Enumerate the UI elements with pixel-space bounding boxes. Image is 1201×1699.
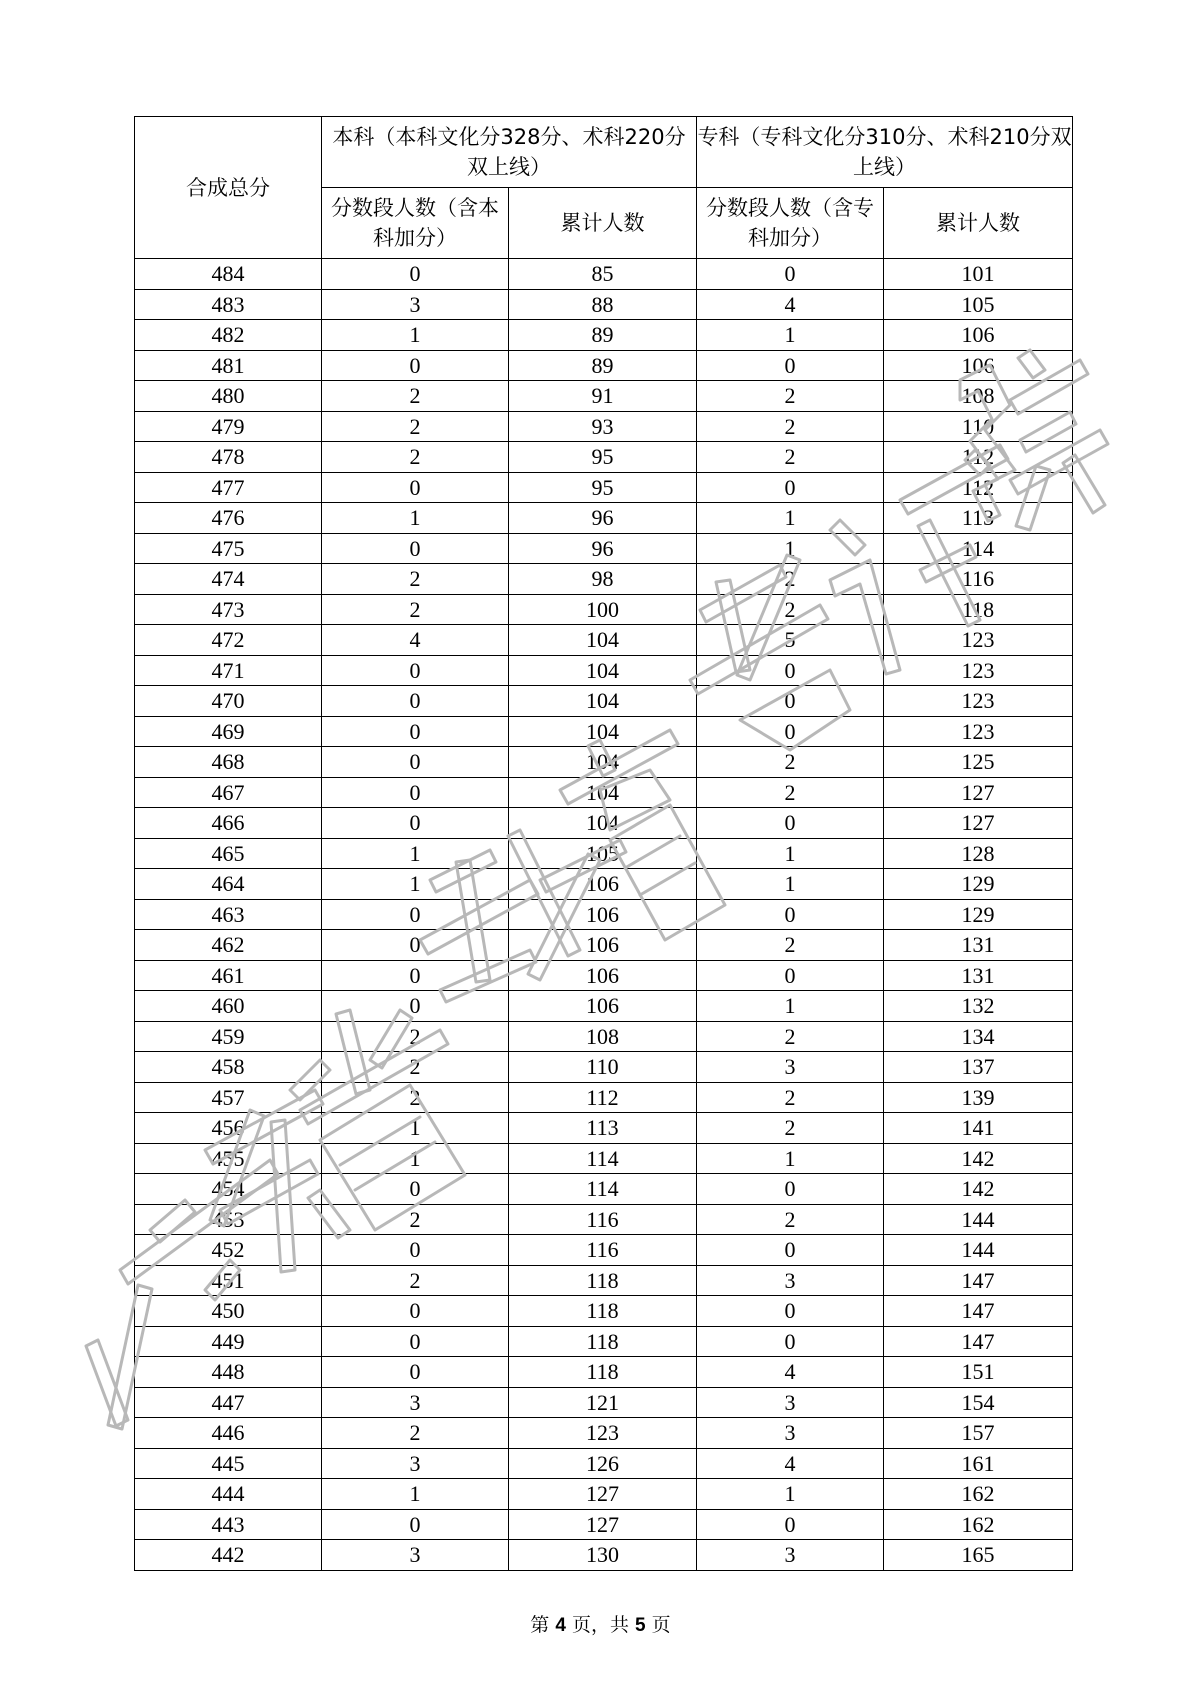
total-score-cell: 462 [135, 930, 322, 961]
benke-count-cell: 0 [322, 991, 509, 1022]
table-row [135, 564, 1073, 595]
benke-count-cell: 0 [322, 1296, 509, 1327]
zhuanke-cumulative-cell: 139 [884, 1082, 1073, 1113]
zhuanke-count-cell: 3 [697, 1418, 884, 1449]
benke-count-cell: 0 [322, 960, 509, 991]
table-row [135, 899, 1073, 930]
total-score-cell: 475 [135, 533, 322, 564]
benke-cumulative-cell: 93 [509, 411, 697, 442]
zhuanke-count-cell: 0 [697, 808, 884, 839]
benke-cumulative-cell: 106 [509, 991, 697, 1022]
benke-count-cell: 0 [322, 1174, 509, 1205]
zhuanke-count-cell: 1 [697, 320, 884, 351]
benke-cumulative-cell: 121 [509, 1387, 697, 1418]
benke-cumulative-cell: 106 [509, 930, 697, 961]
total-score-cell: 466 [135, 808, 322, 839]
zhuanke-cumulative-cell: 113 [884, 503, 1073, 534]
zhuanke-cumulative-cell: 134 [884, 1021, 1073, 1052]
table-row [135, 411, 1073, 442]
benke-cumulative-cell: 85 [509, 259, 697, 290]
table-row [135, 655, 1073, 686]
zhuanke-count-cell: 2 [697, 442, 884, 473]
zhuanke-count-cell: 2 [697, 411, 884, 442]
zhuanke-cumulative-cell: 127 [884, 777, 1073, 808]
zhuanke-cumulative-cell: 123 [884, 716, 1073, 747]
zhuanke-count-cell: 2 [697, 1113, 884, 1144]
benke-count-cell: 0 [322, 1235, 509, 1266]
total-score-cell: 480 [135, 381, 322, 412]
benke-cumulative-cell: 104 [509, 808, 697, 839]
table-row [135, 777, 1073, 808]
benke-count-cell: 0 [322, 930, 509, 961]
benke-count-cell: 0 [322, 716, 509, 747]
footer-suffix: 页 [651, 1614, 671, 1636]
zhuanke-count-cell: 4 [697, 1357, 884, 1388]
total-score-cell: 477 [135, 472, 322, 503]
zhuanke-cumulative-cell: 129 [884, 869, 1073, 900]
benke-count-cell: 1 [322, 1479, 509, 1510]
table-row [135, 1143, 1073, 1174]
header-benke-cumulative: 累计人数 [509, 188, 697, 259]
total-score-cell: 457 [135, 1082, 322, 1113]
zhuanke-count-cell: 0 [697, 655, 884, 686]
zhuanke-cumulative-cell: 144 [884, 1204, 1073, 1235]
zhuanke-cumulative-cell: 110 [884, 411, 1073, 442]
header-total-score: 合成总分 [135, 117, 322, 259]
table-row [135, 1418, 1073, 1449]
total-score-cell: 474 [135, 564, 322, 595]
table-row [135, 1448, 1073, 1479]
total-score-cell: 481 [135, 350, 322, 381]
total-score-cell: 469 [135, 716, 322, 747]
zhuanke-count-cell: 1 [697, 503, 884, 534]
footer-middle: 页，共 [571, 1614, 629, 1636]
total-score-cell: 446 [135, 1418, 322, 1449]
total-score-cell: 464 [135, 869, 322, 900]
zhuanke-cumulative-cell: 123 [884, 625, 1073, 656]
total-score-cell: 478 [135, 442, 322, 473]
benke-count-cell: 2 [322, 1021, 509, 1052]
benke-count-cell: 3 [322, 1448, 509, 1479]
benke-cumulative-cell: 104 [509, 625, 697, 656]
benke-cumulative-cell: 126 [509, 1448, 697, 1479]
zhuanke-cumulative-cell: 142 [884, 1174, 1073, 1205]
benke-count-cell: 0 [322, 747, 509, 778]
zhuanke-cumulative-cell: 118 [884, 594, 1073, 625]
zhuanke-cumulative-cell: 142 [884, 1143, 1073, 1174]
benke-cumulative-cell: 118 [509, 1265, 697, 1296]
zhuanke-count-cell: 0 [697, 899, 884, 930]
zhuanke-cumulative-cell: 131 [884, 930, 1073, 961]
total-score-cell: 479 [135, 411, 322, 442]
benke-cumulative-cell: 118 [509, 1326, 697, 1357]
table-row [135, 1265, 1073, 1296]
total-score-cell: 450 [135, 1296, 322, 1327]
zhuanke-count-cell: 3 [697, 1540, 884, 1571]
benke-count-cell: 0 [322, 1357, 509, 1388]
zhuanke-count-cell: 2 [697, 564, 884, 595]
total-score-cell: 444 [135, 1479, 322, 1510]
table-row [135, 747, 1073, 778]
zhuanke-count-cell: 2 [697, 777, 884, 808]
zhuanke-count-cell: 5 [697, 625, 884, 656]
zhuanke-count-cell: 4 [697, 1448, 884, 1479]
zhuanke-cumulative-cell: 144 [884, 1235, 1073, 1266]
zhuanke-cumulative-cell: 112 [884, 442, 1073, 473]
benke-count-cell: 4 [322, 625, 509, 656]
table-row [135, 1204, 1073, 1235]
benke-cumulative-cell: 112 [509, 1082, 697, 1113]
total-score-cell: 463 [135, 899, 322, 930]
table-row [135, 1052, 1073, 1083]
benke-count-cell: 0 [322, 259, 509, 290]
zhuanke-cumulative-cell: 123 [884, 686, 1073, 717]
benke-cumulative-cell: 118 [509, 1296, 697, 1327]
header-benke: 本科（本科文化分328分、术科220分双上线） [322, 117, 697, 188]
header-zhuanke-cumulative: 累计人数 [884, 188, 1073, 259]
benke-count-cell: 0 [322, 808, 509, 839]
total-score-cell: 452 [135, 1235, 322, 1266]
zhuanke-count-cell: 1 [697, 991, 884, 1022]
benke-cumulative-cell: 104 [509, 716, 697, 747]
benke-count-cell: 3 [322, 1387, 509, 1418]
benke-count-cell: 2 [322, 1418, 509, 1449]
table-row [135, 991, 1073, 1022]
zhuanke-count-cell: 4 [697, 289, 884, 320]
total-score-cell: 467 [135, 777, 322, 808]
table-row [135, 869, 1073, 900]
benke-cumulative-cell: 127 [509, 1479, 697, 1510]
table-row [135, 320, 1073, 351]
table-row [135, 1235, 1073, 1266]
benke-cumulative-cell: 116 [509, 1204, 697, 1235]
benke-count-cell: 0 [322, 777, 509, 808]
table-row [135, 381, 1073, 412]
table-row [135, 625, 1073, 656]
page-footer [0, 1610, 1201, 1637]
benke-cumulative-cell: 104 [509, 777, 697, 808]
zhuanke-cumulative-cell: 151 [884, 1357, 1073, 1388]
total-score-cell: 456 [135, 1113, 322, 1144]
benke-count-cell: 2 [322, 594, 509, 625]
zhuanke-cumulative-cell: 128 [884, 838, 1073, 869]
total-score-cell: 476 [135, 503, 322, 534]
total-score-cell: 455 [135, 1143, 322, 1174]
zhuanke-count-cell: 0 [697, 1326, 884, 1357]
header-benke-count: 分数段人数（含本科加分） [322, 188, 509, 259]
zhuanke-count-cell: 0 [697, 960, 884, 991]
zhuanke-cumulative-cell: 154 [884, 1387, 1073, 1418]
benke-cumulative-cell: 106 [509, 899, 697, 930]
zhuanke-count-cell: 2 [697, 1204, 884, 1235]
zhuanke-count-cell: 2 [697, 747, 884, 778]
table-row [135, 808, 1073, 839]
zhuanke-cumulative-cell: 108 [884, 381, 1073, 412]
benke-cumulative-cell: 96 [509, 533, 697, 564]
table-row [135, 1326, 1073, 1357]
zhuanke-count-cell: 3 [697, 1052, 884, 1083]
benke-count-cell: 0 [322, 686, 509, 717]
zhuanke-cumulative-cell: 162 [884, 1479, 1073, 1510]
zhuanke-count-cell: 2 [697, 1082, 884, 1113]
benke-cumulative-cell: 106 [509, 960, 697, 991]
total-score-cell: 472 [135, 625, 322, 656]
header-zhuanke: 专科（专科文化分310分、术科210分双上线） [697, 117, 1073, 188]
total-score-cell: 442 [135, 1540, 322, 1571]
total-score-cell: 470 [135, 686, 322, 717]
zhuanke-cumulative-cell: 147 [884, 1296, 1073, 1327]
total-score-cell: 453 [135, 1204, 322, 1235]
benke-cumulative-cell: 98 [509, 564, 697, 595]
zhuanke-count-cell: 0 [697, 1509, 884, 1540]
total-score-cell: 458 [135, 1052, 322, 1083]
table-row [135, 1479, 1073, 1510]
total-score-cell: 471 [135, 655, 322, 686]
benke-cumulative-cell: 89 [509, 320, 697, 351]
zhuanke-cumulative-cell: 105 [884, 289, 1073, 320]
zhuanke-count-cell: 1 [697, 1143, 884, 1174]
benke-cumulative-cell: 106 [509, 869, 697, 900]
zhuanke-cumulative-cell: 141 [884, 1113, 1073, 1144]
benke-count-cell: 3 [322, 289, 509, 320]
zhuanke-count-cell: 0 [697, 716, 884, 747]
footer-total-pages: 5 [635, 1615, 646, 1636]
table-row [135, 1387, 1073, 1418]
total-score-cell: 445 [135, 1448, 322, 1479]
zhuanke-count-cell: 3 [697, 1387, 884, 1418]
benke-cumulative-cell: 114 [509, 1143, 697, 1174]
benke-count-cell: 0 [322, 899, 509, 930]
benke-cumulative-cell: 123 [509, 1418, 697, 1449]
benke-cumulative-cell: 108 [509, 1021, 697, 1052]
table-row [135, 1174, 1073, 1205]
total-score-cell: 443 [135, 1509, 322, 1540]
table-row [135, 1509, 1073, 1540]
zhuanke-count-cell: 0 [697, 350, 884, 381]
score-distribution-table [134, 116, 1073, 1571]
benke-count-cell: 1 [322, 838, 509, 869]
zhuanke-count-cell: 2 [697, 930, 884, 961]
total-score-cell: 447 [135, 1387, 322, 1418]
benke-count-cell: 2 [322, 1204, 509, 1235]
benke-count-cell: 0 [322, 472, 509, 503]
benke-cumulative-cell: 91 [509, 381, 697, 412]
benke-count-cell: 2 [322, 442, 509, 473]
benke-cumulative-cell: 95 [509, 472, 697, 503]
table-row [135, 289, 1073, 320]
table-row [135, 442, 1073, 473]
zhuanke-cumulative-cell: 161 [884, 1448, 1073, 1479]
zhuanke-cumulative-cell: 157 [884, 1418, 1073, 1449]
zhuanke-cumulative-cell: 137 [884, 1052, 1073, 1083]
zhuanke-count-cell: 1 [697, 533, 884, 564]
table-row [135, 1357, 1073, 1388]
zhuanke-count-cell: 2 [697, 381, 884, 412]
benke-cumulative-cell: 100 [509, 594, 697, 625]
benke-count-cell: 1 [322, 1113, 509, 1144]
total-score-cell: 482 [135, 320, 322, 351]
total-score-cell: 465 [135, 838, 322, 869]
benke-cumulative-cell: 118 [509, 1357, 697, 1388]
zhuanke-cumulative-cell: 114 [884, 533, 1073, 564]
zhuanke-cumulative-cell: 131 [884, 960, 1073, 991]
benke-count-cell: 1 [322, 320, 509, 351]
zhuanke-count-cell: 2 [697, 1021, 884, 1052]
benke-count-cell: 1 [322, 1143, 509, 1174]
zhuanke-cumulative-cell: 106 [884, 350, 1073, 381]
zhuanke-cumulative-cell: 125 [884, 747, 1073, 778]
zhuanke-count-cell: 0 [697, 259, 884, 290]
benke-count-cell: 2 [322, 381, 509, 412]
zhuanke-cumulative-cell: 147 [884, 1326, 1073, 1357]
zhuanke-count-cell: 0 [697, 1235, 884, 1266]
benke-count-cell: 3 [322, 1540, 509, 1571]
benke-cumulative-cell: 104 [509, 655, 697, 686]
table-row [135, 350, 1073, 381]
zhuanke-count-cell: 0 [697, 1296, 884, 1327]
total-score-cell: 461 [135, 960, 322, 991]
zhuanke-count-cell: 0 [697, 472, 884, 503]
table-row [135, 1296, 1073, 1327]
total-score-cell: 454 [135, 1174, 322, 1205]
zhuanke-cumulative-cell: 129 [884, 899, 1073, 930]
total-score-cell: 459 [135, 1021, 322, 1052]
table-row [135, 1540, 1073, 1571]
benke-cumulative-cell: 116 [509, 1235, 697, 1266]
table-row [135, 960, 1073, 991]
total-score-cell: 468 [135, 747, 322, 778]
table-row [135, 259, 1073, 290]
table-row [135, 1082, 1073, 1113]
benke-count-cell: 2 [322, 411, 509, 442]
table-row [135, 1021, 1073, 1052]
zhuanke-cumulative-cell: 165 [884, 1540, 1073, 1571]
zhuanke-cumulative-cell: 132 [884, 991, 1073, 1022]
benke-count-cell: 2 [322, 1082, 509, 1113]
benke-cumulative-cell: 114 [509, 1174, 697, 1205]
total-score-cell: 483 [135, 289, 322, 320]
zhuanke-cumulative-cell: 101 [884, 259, 1073, 290]
zhuanke-count-cell: 1 [697, 838, 884, 869]
table-row [135, 716, 1073, 747]
benke-count-cell: 2 [322, 1265, 509, 1296]
benke-cumulative-cell: 104 [509, 747, 697, 778]
zhuanke-count-cell: 3 [697, 1265, 884, 1296]
total-score-cell: 460 [135, 991, 322, 1022]
total-score-cell: 451 [135, 1265, 322, 1296]
zhuanke-cumulative-cell: 112 [884, 472, 1073, 503]
total-score-cell: 473 [135, 594, 322, 625]
benke-count-cell: 0 [322, 1509, 509, 1540]
benke-count-cell: 0 [322, 350, 509, 381]
benke-count-cell: 2 [322, 564, 509, 595]
benke-cumulative-cell: 104 [509, 686, 697, 717]
table-row [135, 1113, 1073, 1144]
footer-page-number: 4 [555, 1615, 566, 1636]
table-body [135, 259, 1073, 1571]
benke-cumulative-cell: 95 [509, 442, 697, 473]
benke-count-cell: 1 [322, 503, 509, 534]
benke-count-cell: 0 [322, 533, 509, 564]
total-score-cell: 448 [135, 1357, 322, 1388]
benke-cumulative-cell: 96 [509, 503, 697, 534]
benke-cumulative-cell: 89 [509, 350, 697, 381]
zhuanke-count-cell: 0 [697, 686, 884, 717]
benke-count-cell: 0 [322, 1326, 509, 1357]
table-row [135, 686, 1073, 717]
table-row [135, 594, 1073, 625]
table-row [135, 533, 1073, 564]
zhuanke-cumulative-cell: 123 [884, 655, 1073, 686]
header-zhuanke-count: 分数段人数（含专科加分） [697, 188, 884, 259]
table-row [135, 930, 1073, 961]
benke-count-cell: 1 [322, 869, 509, 900]
benke-cumulative-cell: 105 [509, 838, 697, 869]
zhuanke-count-cell: 1 [697, 869, 884, 900]
zhuanke-count-cell: 0 [697, 1174, 884, 1205]
table-row [135, 472, 1073, 503]
total-score-cell: 449 [135, 1326, 322, 1357]
benke-count-cell: 2 [322, 1052, 509, 1083]
total-score-cell: 484 [135, 259, 322, 290]
footer-prefix: 第 [530, 1614, 550, 1636]
zhuanke-cumulative-cell: 116 [884, 564, 1073, 595]
table-row [135, 838, 1073, 869]
zhuanke-count-cell: 1 [697, 1479, 884, 1510]
benke-cumulative-cell: 113 [509, 1113, 697, 1144]
zhuanke-cumulative-cell: 127 [884, 808, 1073, 839]
zhuanke-cumulative-cell: 106 [884, 320, 1073, 351]
benke-cumulative-cell: 88 [509, 289, 697, 320]
benke-cumulative-cell: 130 [509, 1540, 697, 1571]
zhuanke-cumulative-cell: 147 [884, 1265, 1073, 1296]
table-row [135, 503, 1073, 534]
benke-count-cell: 0 [322, 655, 509, 686]
zhuanke-cumulative-cell: 162 [884, 1509, 1073, 1540]
benke-cumulative-cell: 110 [509, 1052, 697, 1083]
zhuanke-count-cell: 2 [697, 594, 884, 625]
benke-cumulative-cell: 127 [509, 1509, 697, 1540]
